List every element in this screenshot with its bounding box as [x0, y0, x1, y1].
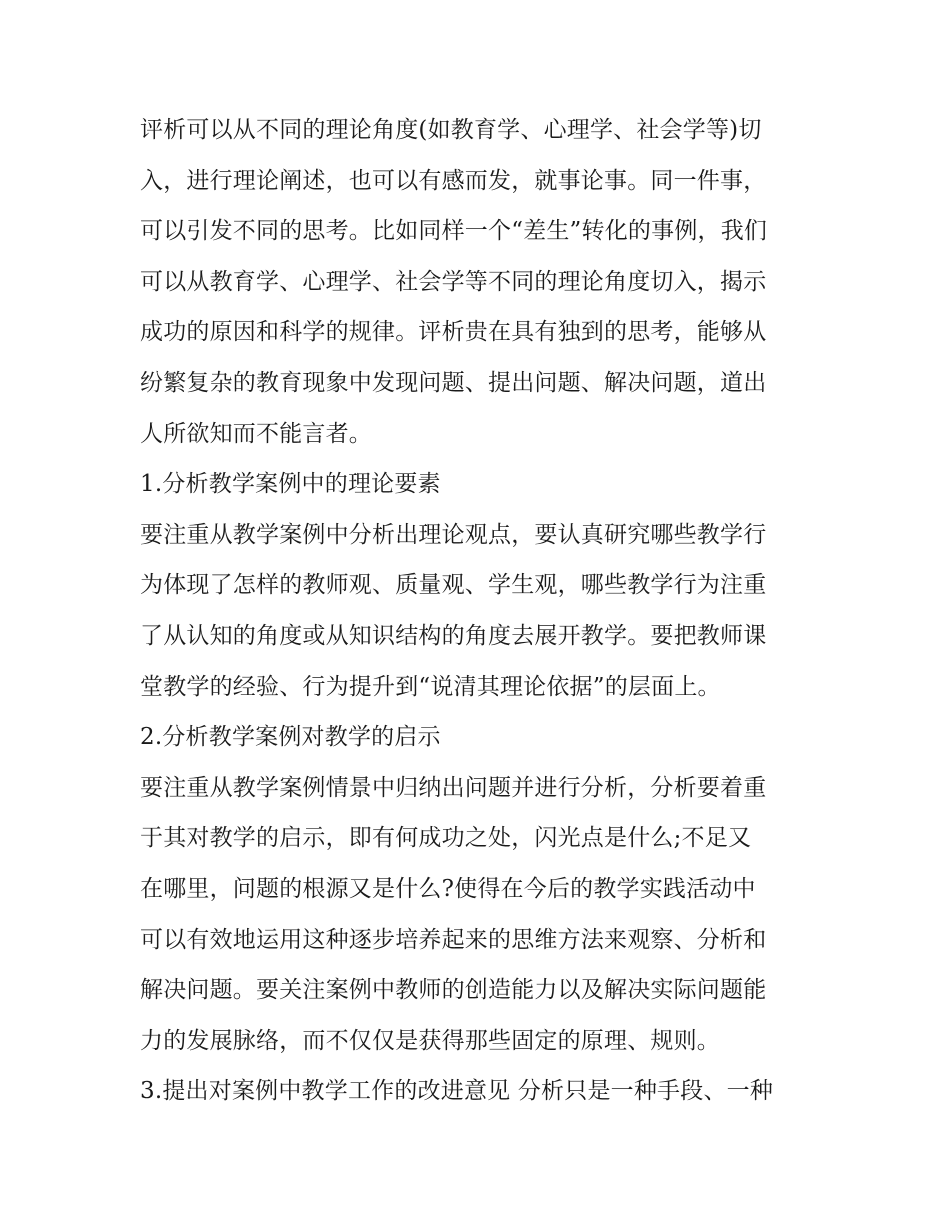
section-heading-2: 2.分析教学案例对教学的启示 — [140, 724, 441, 751]
paragraph-line: 在哪里，问题的根源又是什么?使得在今后的教学实践活动中 — [140, 875, 756, 902]
paragraph-line: 解决问题。要关注案例中教师的创造能力以及解决实际问题能 — [140, 977, 767, 1004]
section-heading-3: 3.提出对案例中教学工作的改进意见 分析只是一种手段、一种 — [140, 1078, 774, 1105]
section-heading-1: 1.分析教学案例中的理论要素 — [140, 471, 441, 498]
paragraph-line: 要注重从教学案例情景中归纳出问题并进行分析，分析要着重 — [140, 774, 767, 801]
paragraph-line: 堂教学的经验、行为提升到“说清其理论依据”的层面上。 — [140, 673, 721, 700]
paragraph-line: 为体现了怎样的教师观、质量观、学生观，哪些教学行为注重 — [140, 572, 767, 599]
document-body — [140, 111, 820, 1123]
paragraph-line: 成功的原因和科学的规律。评析贵在具有独到的思考，能够从 — [140, 319, 767, 346]
paragraph-line: 于其对教学的启示，即有何成功之处，闪光点是什么;不足又 — [140, 825, 752, 852]
paragraph-line: 可以有效地运用这种逐步培养起来的思维方法来观察、分析和 — [140, 926, 767, 953]
paragraph-line: 纷繁复杂的教育现象中发现问题、提出问题、解决问题，道出 — [140, 369, 767, 396]
paragraph-line: 可以从教育学、心理学、社会学等不同的理论角度切入，揭示 — [140, 268, 767, 295]
paragraph-line: 人所欲知而不能言者。 — [140, 420, 372, 447]
paragraph-line: 评析可以从不同的理论角度(如教育学、心理学、社会学等)切 — [140, 117, 762, 143]
paragraph-line: 了从认知的角度或从知识结构的角度去展开教学。要把教师课 — [140, 622, 767, 649]
paragraph-line: 要注重从教学案例中分析出理论观点，要认真研究哪些教学行 — [140, 521, 767, 548]
paragraph-line: 力的发展脉络，而不仅仅是获得那些固定的原理、规则。 — [140, 1027, 720, 1054]
paragraph-line: 入，进行理论阐述，也可以有感而发，就事论事。同一件事， — [140, 167, 767, 194]
paragraph-line: 可以引发不同的思考。比如同样一个“差生”转化的事例，我们 — [140, 218, 768, 245]
